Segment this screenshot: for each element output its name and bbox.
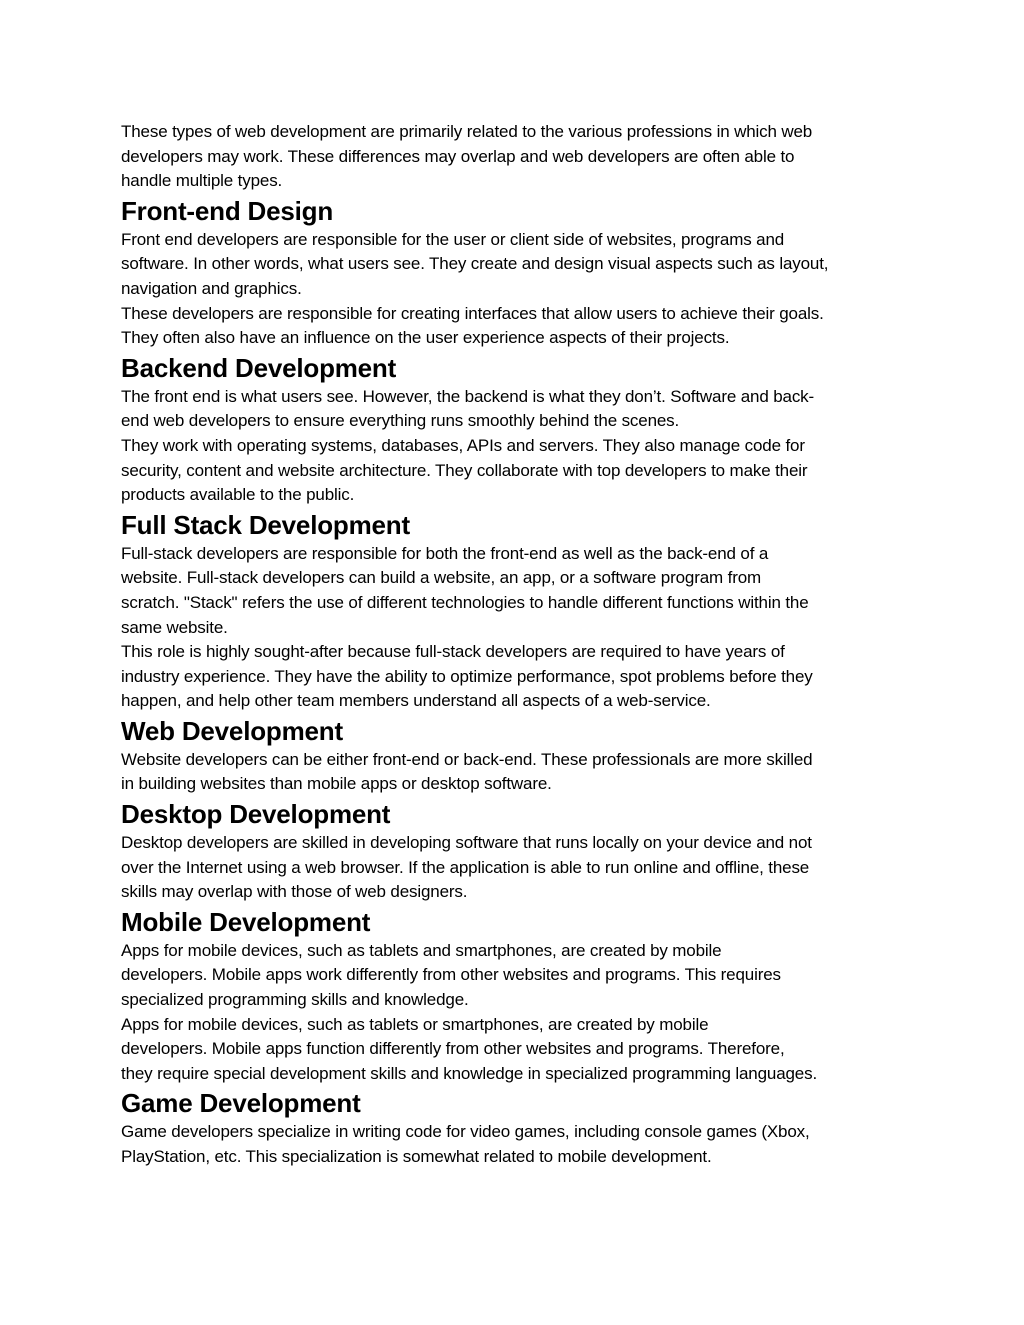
section-paragraph: Apps for mobile devices, such as tablets or smartphones, are created by mobile developers. Mobile apps function differently from other websites and programs. Therefore, they require special development skills and knowledge in specialized programming languages.: [121, 1014, 818, 1083]
section-game-development: [121, 1086, 911, 1169]
section-heading: Front-end Design: [121, 195, 334, 226]
section-paragraph: Full-stack developers are responsible for both the front-end as well as the back-end of a website. Full-stack developers can build a website, an app, or a software program from scratch. "Stack" refers the use of different technologies to handle different functions within the same website.: [121, 543, 809, 637]
section-paragraph: They work with operating systems, databases, APIs and servers. They also manage code for security, content and website architecture. They collaborate with top developers to make their products available to the public.: [121, 435, 808, 505]
section-paragraph: This role is highly sought-after because full-stack developers are required to have years of industry experience. They have the ability to optimize performance, spot problems before they happen, and help other team members understand all aspects of a web-service.: [121, 642, 813, 711]
section-front-end-design: [121, 194, 911, 351]
section-mobile-development: [121, 905, 911, 1087]
section-desktop-development: [121, 797, 911, 905]
section-backend-development: [121, 351, 911, 508]
section-web-development: [121, 714, 911, 797]
document-page: [121, 120, 911, 1170]
section-paragraph: Front end developers are responsible for the user or client side of websites, programs and software. In other words, what users see. They create and design visual aspects such as layout, navigation and graphics.: [121, 229, 829, 298]
section-paragraph: Apps for mobile devices, such as tablets and smartphones, are created by mobile developers. Mobile apps work differently from other websites and programs. This requires specialized programming skills and knowledge.: [121, 940, 781, 1010]
section-heading: Backend Development: [121, 352, 397, 383]
section-heading: Web Development: [121, 715, 343, 746]
section-full-stack-development: [121, 508, 911, 714]
section-heading: Desktop Development: [121, 799, 391, 830]
section-heading: Mobile Development: [121, 906, 371, 937]
section-paragraph: The front end is what users see. However, the backend is what they don’t. Software and back- end web developers to ensure everything runs smoothly behind the scenes.: [121, 386, 815, 431]
section-paragraph: Website developers can be either front-end or back-end. These professionals are more skilled in building websites than mobile apps or desktop software.: [121, 749, 813, 794]
section-paragraph: These developers are responsible for creating interfaces that allow users to achieve their goals. They often also have an influence on the user experience aspects of their projects.: [121, 303, 824, 348]
section-paragraph: Desktop developers are skilled in developing software that runs locally on your device and not over the Internet using a web browser. If the application is able to run online and offline, these skills may overlap with those of web designers.: [121, 833, 812, 902]
section-heading: Game Development: [121, 1088, 361, 1119]
section-heading: Full Stack Development: [121, 509, 410, 540]
section-paragraph: Game developers specialize in writing code for video games, including console games (Xbox, PlayStation, etc. This specialization is somewhat related to mobile development.: [121, 1122, 810, 1166]
intro-paragraph: These types of web development are primarily related to the various professions in which web developers may work. These differences may overlap and web developers are often able to handle multiple types.: [121, 122, 813, 191]
